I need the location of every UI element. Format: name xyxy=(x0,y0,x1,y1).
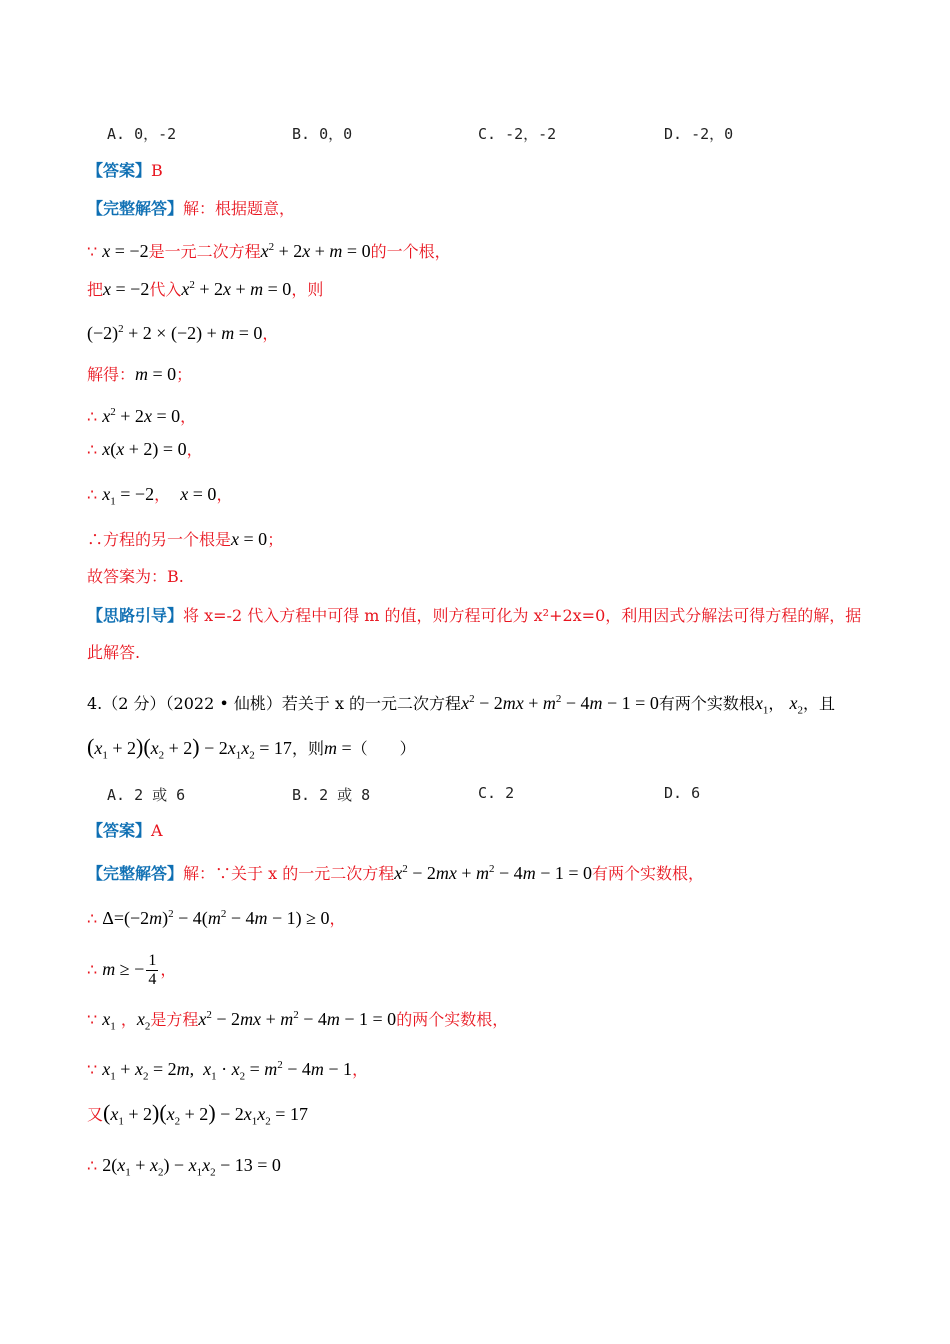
q4-option-c: C. 2 xyxy=(478,784,515,802)
q3-option-b: B. 0，0 xyxy=(292,125,353,143)
answer-tag: 【答案】 xyxy=(87,161,152,180)
q3-answer xyxy=(87,160,163,182)
q4-step-4: ∵ $x_1 + x_2 = 2m$, $x_1 \cdot x_2 = m^2 - 4m - 1$， xyxy=(87,1059,369,1083)
q4-option-b: B. 2 或 8 xyxy=(292,786,371,804)
hint-tag: 【思路引导】 xyxy=(87,606,184,625)
q3-option-d: D. -2，0 xyxy=(664,125,734,143)
q3-hint: 【思路引导】将 x=-2 代入方程中可得 m 的值，则方程可化为 x²+2x=0，利用因式分解法可得方程的解，据 此解答. xyxy=(87,606,862,662)
q3-step-1: ∵ x = −2是一元二次方程$x^2 + 2x + m = 0$的一个根， xyxy=(87,241,451,261)
q3-step-8: ∴方程的另一个根是x = 0； xyxy=(87,529,284,549)
q3-conclusion: 故答案为：B. xyxy=(87,567,184,586)
q4-stem-line-1: 4.（2 分）（2022 • 仙桃）若关于 x 的一元二次方程$x^2 - 2mx + m^2 - 4m - 1 = 0$有两个实数根$x_1$， $x_2$，且 xyxy=(87,693,835,717)
q4-solution-intro: 【完整解答】解：∵关于 x 的一元二次方程$x^2 - 2mx + m^2 - 4m - 1 = 0$有两个实数根， xyxy=(87,863,705,883)
solution-intro-text: 解：根据题意， xyxy=(183,199,296,218)
q4-option-d: D. 6 xyxy=(664,784,701,802)
q3-step-3: $(-2)^2 + 2 \times (-2) + m = 0$， xyxy=(87,323,279,343)
solution-tag: 【完整解答】 xyxy=(87,199,184,218)
q3-option-a: A. 0，-2 xyxy=(107,125,177,143)
q3-solution-intro xyxy=(87,198,295,220)
therefore-symbol: ∴ xyxy=(87,407,98,426)
q3-step-2: 把x = −2代入$x^2 + 2x + m = 0$，则 xyxy=(87,279,324,299)
q4-step-2: ∴ m ≥ − $\frac{1}{4}$ ， xyxy=(87,952,177,988)
answer-value: B xyxy=(151,161,163,180)
q3-option-c: C. -2，-2 xyxy=(478,125,557,143)
q3-step-4: 解得：m = 0； xyxy=(87,364,193,384)
q3-step-6: ∴ x(x + 2) = 0， xyxy=(87,439,203,459)
q4-stem-line-2: $(x_1 + 2)(x_2 + 2) - 2x_1x_2 = 17$，则m =（ ） xyxy=(87,734,416,762)
q4-step-3: ∵ $x_1$ ，$x_2$是方程$x^2 - 2mx + m^2 - 4m - 1 = 0$的两个实数根， xyxy=(87,1009,509,1033)
q3-step-5: ∴ $x^2 + 2x = 0$， xyxy=(87,406,197,426)
q4-step-6: ∴ $2(x_1 + x_2) - x_1x_2 - 13 = 0$ xyxy=(87,1155,281,1179)
q4-step-5: 又$(x_1 + 2)(x_2 + 2) - 2x_1x_2 = 17$ xyxy=(87,1100,308,1128)
q4-option-a: A. 2 或 6 xyxy=(107,786,186,804)
q3-step-7: ∴ $x_1 = -2$， x = 0， xyxy=(87,484,233,508)
q4-step-1: ∴ $\Delta=(-2m)^2 - 4(m^2 - 4m - 1) \ge 0$， xyxy=(87,908,346,928)
because-symbol: ∵ xyxy=(87,242,98,261)
q4-answer: 【答案】A xyxy=(87,821,163,840)
